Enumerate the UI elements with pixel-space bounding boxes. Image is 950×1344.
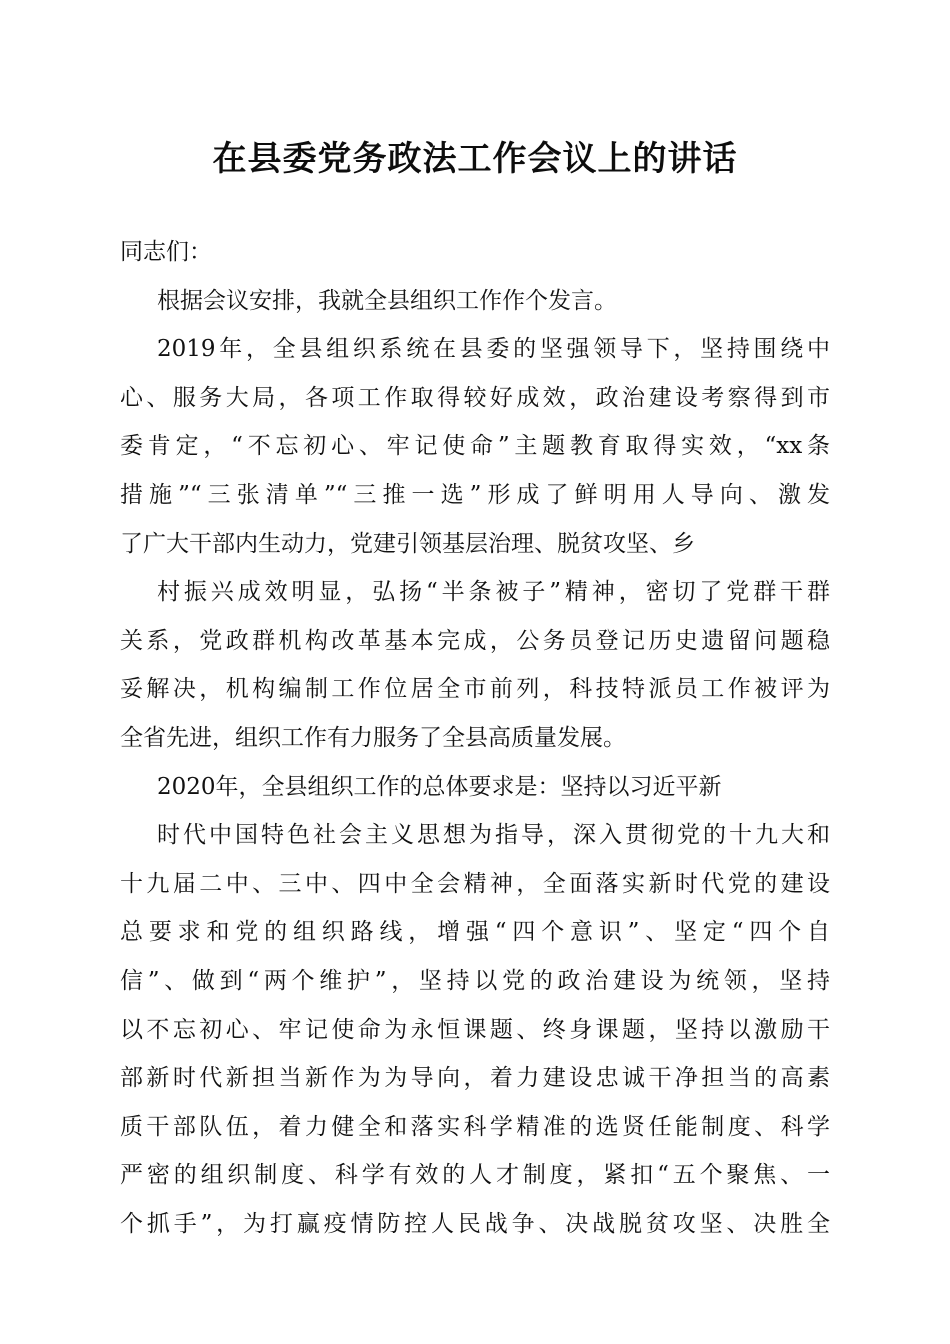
text-line: 个抓手”，为打赢疫情防控人民战争、决战脱贫攻坚、决胜全 bbox=[120, 1210, 830, 1237]
text-line: 以不忘初心、牢记使命为永恒课题、终身课题，坚持以激励干 bbox=[120, 1016, 830, 1043]
document-body bbox=[120, 228, 830, 1248]
text-line: 信”、做到“两个维护”，坚持以党的政治建设为统领，坚持 bbox=[120, 967, 830, 994]
text-line: 妥解决，机构编制工作位居全市前列，科技特派员工作被评为 bbox=[120, 676, 830, 703]
text-line: 关系，党政群机构改革基本完成，公务员登记历史遗留问题稳 bbox=[120, 627, 830, 654]
text-line: 根据会议安排，我就全县组织工作作个发言。 bbox=[157, 287, 617, 314]
text-line: 2020年，全县组织工作的总体要求是：坚持以习近平新 bbox=[157, 773, 722, 800]
text-line: 心、服务大局，各项工作取得较好成效，政治建设考察得到市 bbox=[120, 384, 830, 411]
page-title: 在县委党务政法工作会议上的讲话 bbox=[212, 139, 738, 179]
text-line: 时代中国特色社会主义思想为指导，深入贯彻党的十九大和 bbox=[157, 822, 830, 849]
text-line: 严密的组织制度、科学有效的人才制度，紧扣“五个聚焦、一 bbox=[120, 1162, 830, 1189]
text-line: 部新时代新担当新作为为导向，着力建设忠诚干净担当的高素 bbox=[120, 1065, 830, 1092]
text-line: 质干部队伍，着力健全和落实科学精准的选贤任能制度、科学 bbox=[120, 1113, 830, 1140]
text-line: 总要求和党的组织路线，增强“四个意识”、坚定“四个自 bbox=[120, 919, 830, 946]
text-line: 了广大干部内生动力，党建引领基层治理、脱贫攻坚、乡 bbox=[120, 530, 695, 557]
text-line: 措施”“三张清单”“三推一选”形成了鲜明用人导向、激发 bbox=[120, 481, 830, 508]
salutation-line: 同志们： bbox=[120, 239, 212, 265]
text-line: 全省先进，组织工作有力服务了全县高质量发展。 bbox=[120, 724, 626, 751]
text-line: 村振兴成效明显，弘扬“半条被子”精神，密切了党群干群 bbox=[157, 579, 830, 606]
text-line: 十九届二中、三中、四中全会精神，全面落实新时代党的建设 bbox=[120, 870, 830, 897]
text-line: 委肯定，“不忘初心、牢记使命”主题教育取得实效，“xx条 bbox=[120, 433, 830, 460]
text-line: 2019年，全县组织系统在县委的坚强领导下，坚持围绕中 bbox=[157, 336, 830, 363]
